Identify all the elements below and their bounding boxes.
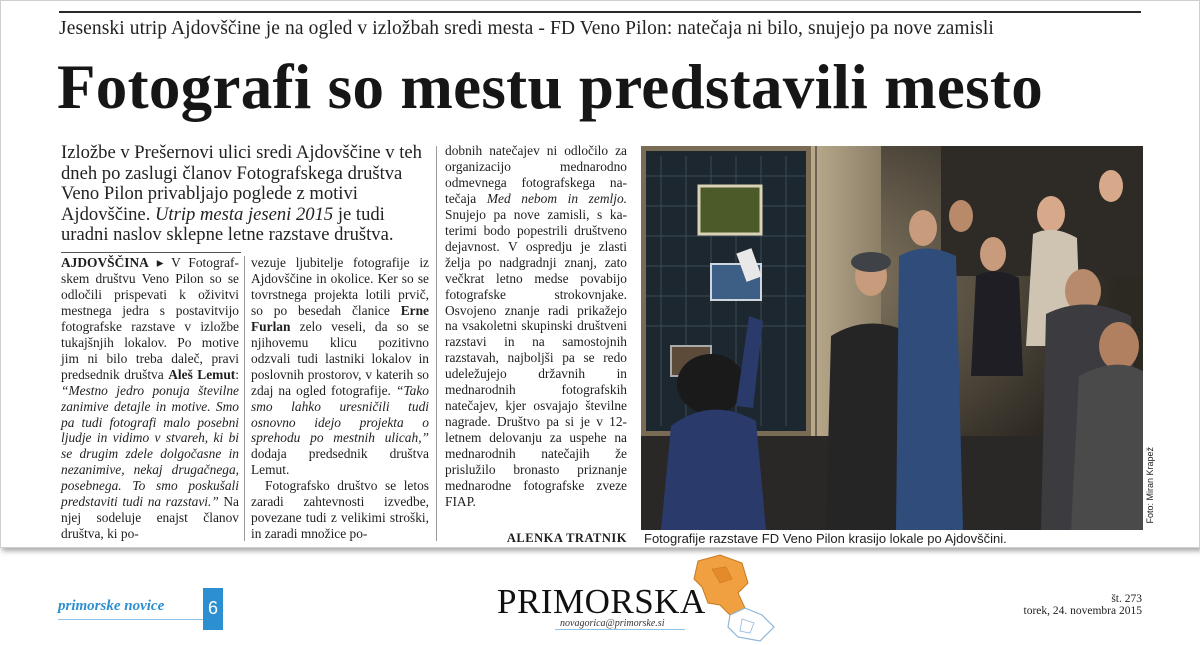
article-photo [641, 146, 1143, 530]
page-number: 6 [203, 588, 223, 630]
photo-illustration [641, 146, 1143, 530]
lead-exhibition-title: Utrip mesta jeseni 2015 [155, 203, 334, 225]
article-supertitle: Jesenski utrip Ajdovščine je na ogled v izložbah sredi mesta - FD Veno Pilon: natečaja ni bilo, snujejo pa nove zamisli [59, 18, 994, 39]
column-text: Na njej sodeluje enajst članov društva, ki po- [61, 494, 239, 542]
article-lead [61, 143, 427, 246]
column-divider [244, 256, 245, 541]
article-column-2 [251, 255, 429, 542]
lead-text: Izložbe v Prešernovi ulici sredi Ajdovščine v teh dneh po zaslugi članov Fotografskega društva Veno Pilon privabljajo poglede z motivi Ajdovščine. [61, 142, 422, 225]
top-rule [59, 11, 1141, 13]
quote-text: “Mestno jedro ponuja številne zanimive detajle in motive. Smo pa tudi fotografi malo posebni ljudje in vidimo v stvareh, ki bi se drugim zdele dolgočasne in nezanimive, nekaj drugačnega, posebnega. To smo poskušali predstaviti tudi na razstavi.” [61, 382, 239, 510]
person-name: Aleš Lemut [168, 366, 236, 382]
competition-name: Med nebom in zemljo. [486, 190, 627, 206]
kicker-arrow-icon: ▸ [156, 255, 164, 270]
lead-divider [61, 252, 241, 253]
photo-caption: Fotografije razstave FD Veno Pilon krasijo lokale po Ajdovščini. [644, 531, 1007, 546]
issue-date: torek, 24. novembra 2015 [1023, 605, 1142, 617]
column-text: dodaja predsednik društva Lemut. [251, 446, 429, 478]
column-divider [436, 146, 437, 541]
section-name: primorske novice [58, 598, 165, 614]
issue-number: št. 273 [1111, 593, 1142, 605]
article-column-3 [445, 143, 627, 510]
column-text: V Fotografskem društvu Veno Pilon so se odločili prispevati k oživitvi mestnega jedra s postavitvijo fotografske razstave v izložbe tukajšnjih lokalov. Po motive jim ni bilo treba daleč, pravi predsednik društva [61, 255, 239, 382]
column-paragraph: Fotografsko društvo se letos zaradi zahtevnosti izvedbe, povezane tudi z velikimi stroški, in zaradi množice po- [251, 478, 429, 542]
article-column-1 [61, 255, 239, 542]
masthead-title: PRIMORSKA [497, 582, 706, 621]
photo-credit [1142, 146, 1158, 530]
article-headline: Fotografi so mestu predstavili mesto [57, 52, 1044, 122]
author-byline: ALENKA TRATNIK [506, 531, 627, 545]
quote-text: “Tako smo lahko uresničili tudi osnovno idejo projekta o sprehodu po mestnih ulicah,” [251, 382, 429, 446]
footer-rule [58, 619, 223, 620]
column-text: Snujejo pa nove zamisli, s katerimi bodo popestrili društveno dejavnost. V ospredju je zlasti želja po nadgradnji znanj, zato večkrat letno medse povabijo fotografske strokovnjake. Osvojeno znanje radi prikažejo na vsakoletni skupinski društveni razstavi in na samostojnih razstavah, najboljši pa se redo udeležujejo državnih in mednarodnih fotografskih natečajev, kjer osvajajo številne nagrade. Društvo pa si je v 12-letnem delovanju za uspehe na mednarodnih natečajih že prislužilo bronasto priznanje mednarodne fotografske zveze FIAP. [445, 206, 627, 509]
primorska-map-icon [690, 553, 780, 645]
lead-text-end: je tudi uradni naslov sklepne letne razstave društva. [61, 203, 394, 245]
photo-credit-text: Foto: Miran Krapež [1145, 447, 1155, 524]
contact-email: novagorica@primorske.si [560, 618, 665, 629]
column-text: vezuje ljubitelje fotografije iz Ajdovščine in okolice. Ker so se tovrstnega projekta lotili prvič, so po besedah članice [251, 255, 429, 318]
person-name: Erne Furlan [251, 302, 429, 334]
masthead-rule [555, 629, 685, 630]
issue-info [1024, 593, 1143, 617]
column-text: zelo veseli, da so se njihovemu klicu pozitivno odzvali tudi lastniki lokalov in poslovnih prostorov, v katerih so zdaj na ogled fotografije. [251, 318, 429, 398]
column-text: dobnih natečajev ni odločilo za organizacijo mednarodno odmevnega fotografskega natečaja [445, 143, 627, 206]
column-text: : [235, 366, 239, 382]
dateline-kicker: AJDOVŠČINA [61, 255, 149, 270]
